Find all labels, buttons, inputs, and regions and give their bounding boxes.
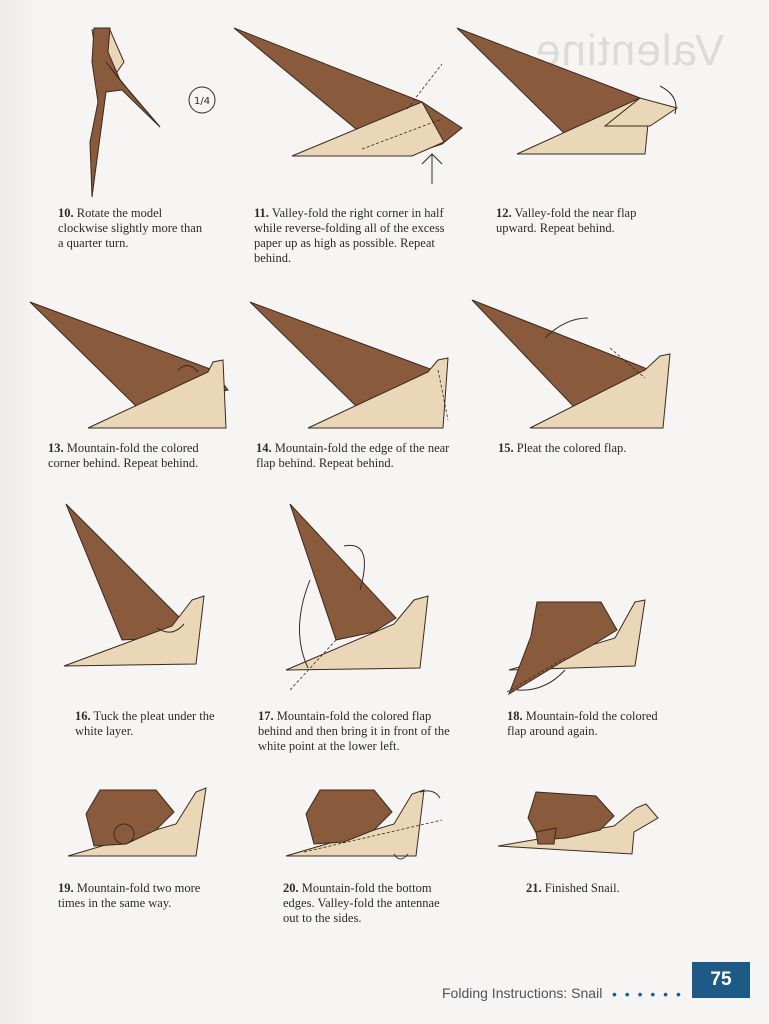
step-number: 14. [256,441,272,455]
step-text: Rotate the model clockwise slightly more than a quarter turn. [58,206,203,250]
step-17-diagram [284,500,434,700]
step-14-diagram [248,300,468,435]
step-number: 12. [496,206,512,220]
step-18-caption [507,709,667,739]
step-16-caption [75,709,225,739]
step-10-diagram [80,22,230,202]
step-number: 15. [498,441,514,455]
step-11-caption [254,206,459,266]
step-text: Mountain-fold the edge of the near flap behind. Repeat behind. [256,441,450,470]
step-21-caption [526,881,666,896]
step-10-rotate-label: 1/4 [194,96,211,107]
step-18-diagram [505,596,650,696]
step-number: 19. [58,881,74,895]
step-number: 21. [526,881,542,895]
step-number: 18. [507,709,523,723]
step-text: Valley-fold the near flap upward. Repeat behind. [496,206,637,235]
step-text: Valley-fold the right corner in half while reverse-folding all of the excess paper up as high as possible. Repeat behind. [254,206,445,265]
step-21-diagram [496,788,661,858]
step-19-caption [58,881,223,911]
step-text: Tuck the pleat under the white layer. [75,709,215,738]
step-15-diagram [470,298,680,433]
step-20-caption [283,881,458,926]
step-number: 10. [58,206,74,220]
page-number: 75 [692,962,750,998]
step-number: 20. [283,881,299,895]
step-10-caption [58,206,208,251]
footer-dots: • • • • • • [612,986,683,1002]
step-number: 17. [258,709,274,723]
step-number: 13. [48,441,64,455]
step-12-caption [496,206,656,236]
show-through-watermark: Valentine [535,26,725,75]
step-text: Mountain-fold two more times in the same way. [58,881,201,910]
step-11-diagram [232,24,472,194]
step-12-diagram [455,26,690,161]
step-19-diagram [66,784,216,864]
step-text: Mountain-fold the colored corner behind. Repeat behind. [48,441,199,470]
step-20-diagram [284,784,449,869]
step-13-caption [48,441,223,471]
step-16-diagram [62,500,212,670]
step-15-caption [498,441,678,456]
step-number: 16. [75,709,91,723]
step-number: 11. [254,206,269,220]
step-13-diagram [28,300,243,435]
step-text: Pleat the colored flap. [516,441,627,455]
step-text: Mountain-fold the colored flap around again. [507,709,658,738]
step-14-caption [256,441,456,471]
step-text: Mountain-fold the bottom edges. Valley-fold the antennae out to the sides. [283,881,440,925]
footer-section-title: Folding Instructions: Snail [442,985,603,1001]
step-17-caption [258,709,468,754]
step-text: Finished Snail. [544,881,620,895]
step-text: Mountain-fold the colored flap behind and then bring it in front of the white point at the lower left. [258,709,450,753]
